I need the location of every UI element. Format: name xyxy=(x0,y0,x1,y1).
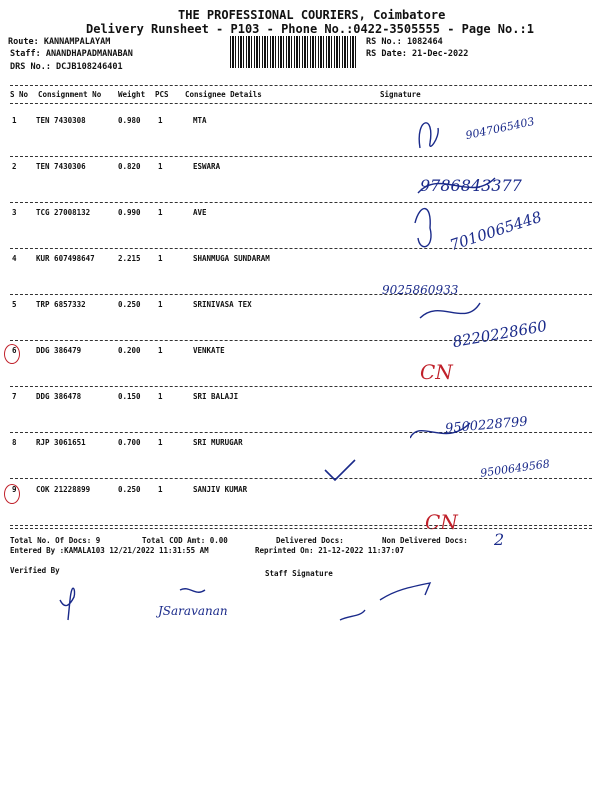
row-sno: 3 xyxy=(12,208,17,217)
handwritten-cn: CN xyxy=(420,360,453,384)
row-pcs: 1 xyxy=(158,300,163,309)
row-consignee: VENKATE xyxy=(193,346,225,355)
handwritten-phone: 7010065448 xyxy=(447,207,544,255)
row-consignment: DDG 386479 xyxy=(36,346,82,355)
row-consignee: SRINIVASA TEX xyxy=(193,300,252,309)
handwritten-phone: 9025860933 xyxy=(382,283,459,297)
row-pcs: 1 xyxy=(158,116,163,125)
col-sno: S No xyxy=(10,90,29,99)
row-consignment: KUR 607498647 xyxy=(36,254,95,263)
row-sno: 8 xyxy=(12,438,17,447)
footer-signatures xyxy=(40,575,440,645)
row-pcs: 1 xyxy=(158,438,163,447)
row-sno: 9 xyxy=(12,485,17,494)
runsheet-title: Delivery Runsheet - P103 - Phone No.:0422-3505555 - Page No.:1 xyxy=(86,22,534,36)
staff-label: Staff: ANANDHAPADMANABAN xyxy=(10,49,133,59)
col-consignee: Consignee Details xyxy=(185,90,262,99)
row-pcs: 1 xyxy=(158,208,163,217)
signature-scribble xyxy=(419,123,438,148)
circle-mark xyxy=(4,484,20,504)
row-consignment: TCG 27008132 xyxy=(36,208,91,217)
row-weight: 0.250 xyxy=(118,485,141,494)
handwritten-phone: 9500649568 xyxy=(479,457,551,480)
entered-by: Entered By :KAMALA103 12/21/2022 11:31:55 AM xyxy=(10,546,209,555)
staff-signature: Staff Signature xyxy=(265,569,333,578)
row-consignee: MTA xyxy=(193,116,207,125)
signature-scribble xyxy=(420,303,480,318)
total-cod: Total COD Amt: 0.00 xyxy=(142,536,228,545)
company-title: THE PROFESSIONAL COURIERS, Coimbatore xyxy=(178,8,446,22)
row-weight: 0.990 xyxy=(118,208,141,217)
handwritten-phone: 9500228799 xyxy=(444,414,529,437)
handwritten-phone: 9786843377 xyxy=(420,176,522,195)
row-pcs: 1 xyxy=(158,254,163,263)
row-consignee: SRI BALAJI xyxy=(193,392,239,401)
rs-date-label: RS Date: 21-Dec-2022 xyxy=(366,49,469,59)
row-weight: 0.820 xyxy=(118,162,141,171)
total-docs: Total No. Of Docs: 9 xyxy=(10,536,101,545)
row-pcs: 1 xyxy=(158,162,163,171)
signature-scribble xyxy=(415,209,431,247)
row-consignee: SANJIV KUMAR xyxy=(193,485,248,494)
row-sno: 7 xyxy=(12,392,17,401)
row-sno: 5 xyxy=(12,300,17,309)
row-weight: 0.250 xyxy=(118,300,141,309)
row-sno: 2 xyxy=(12,162,17,171)
col-consignment: Consignment No xyxy=(38,90,102,99)
row-consignment: RJP 3061651 xyxy=(36,438,86,447)
row-consignee: AVE xyxy=(193,208,207,217)
divider xyxy=(10,85,592,86)
barcode xyxy=(230,36,358,68)
row-weight: 0.980 xyxy=(118,116,141,125)
row-consignee: ESWARA xyxy=(193,162,221,171)
drs-label: DRS No.: DCJB108246401 xyxy=(10,62,123,72)
row-weight: 0.700 xyxy=(118,438,141,447)
handwritten-phone: 8220228660 xyxy=(451,316,549,352)
row-sno: 1 xyxy=(12,116,17,125)
handwritten-cn: CN xyxy=(425,510,458,534)
rs-no-label: RS No.: 1082464 xyxy=(366,37,443,47)
verifier-signature: JSaravanan xyxy=(158,604,228,618)
col-signature: Signature xyxy=(380,90,421,99)
row-weight: 0.200 xyxy=(118,346,141,355)
route-label: Route: KANNAMPALAYAM xyxy=(8,37,111,47)
col-weight: Weight xyxy=(118,90,146,99)
reprinted-on: Reprinted On: 21-12-2022 11:37:07 xyxy=(255,546,405,555)
row-consignment: TEN 7430308 xyxy=(36,116,86,125)
row-sno: 4 xyxy=(12,254,17,263)
row-sno: 6 xyxy=(12,346,17,355)
row-consignment: DDG 386478 xyxy=(36,392,82,401)
row-weight: 0.150 xyxy=(118,392,141,401)
tick-mark xyxy=(320,455,360,485)
col-pcs: PCS xyxy=(155,90,169,99)
delivered-docs: Delivered Docs: xyxy=(276,536,344,545)
row-consignee: SHANMUGA SUNDARAM xyxy=(193,254,270,263)
non-delivered-count: 2 xyxy=(494,530,505,549)
non-delivered-docs: Non Delivered Docs: xyxy=(382,536,468,545)
row-consignment: TEN 7430306 xyxy=(36,162,86,171)
divider xyxy=(10,103,592,104)
row-pcs: 1 xyxy=(158,392,163,401)
row-weight: 2.215 xyxy=(118,254,141,263)
verified-by: Verified By xyxy=(10,566,60,575)
handwritten-phone: 9047065403 xyxy=(464,114,536,143)
row-pcs: 1 xyxy=(158,485,163,494)
row-consignment: TRP 6857332 xyxy=(36,300,86,309)
circle-mark xyxy=(4,344,20,364)
divider xyxy=(10,528,592,529)
row-consignee: SRI MURUGAR xyxy=(193,438,243,447)
row-pcs: 1 xyxy=(158,346,163,355)
row-consignment: COK 21228899 xyxy=(36,485,91,494)
